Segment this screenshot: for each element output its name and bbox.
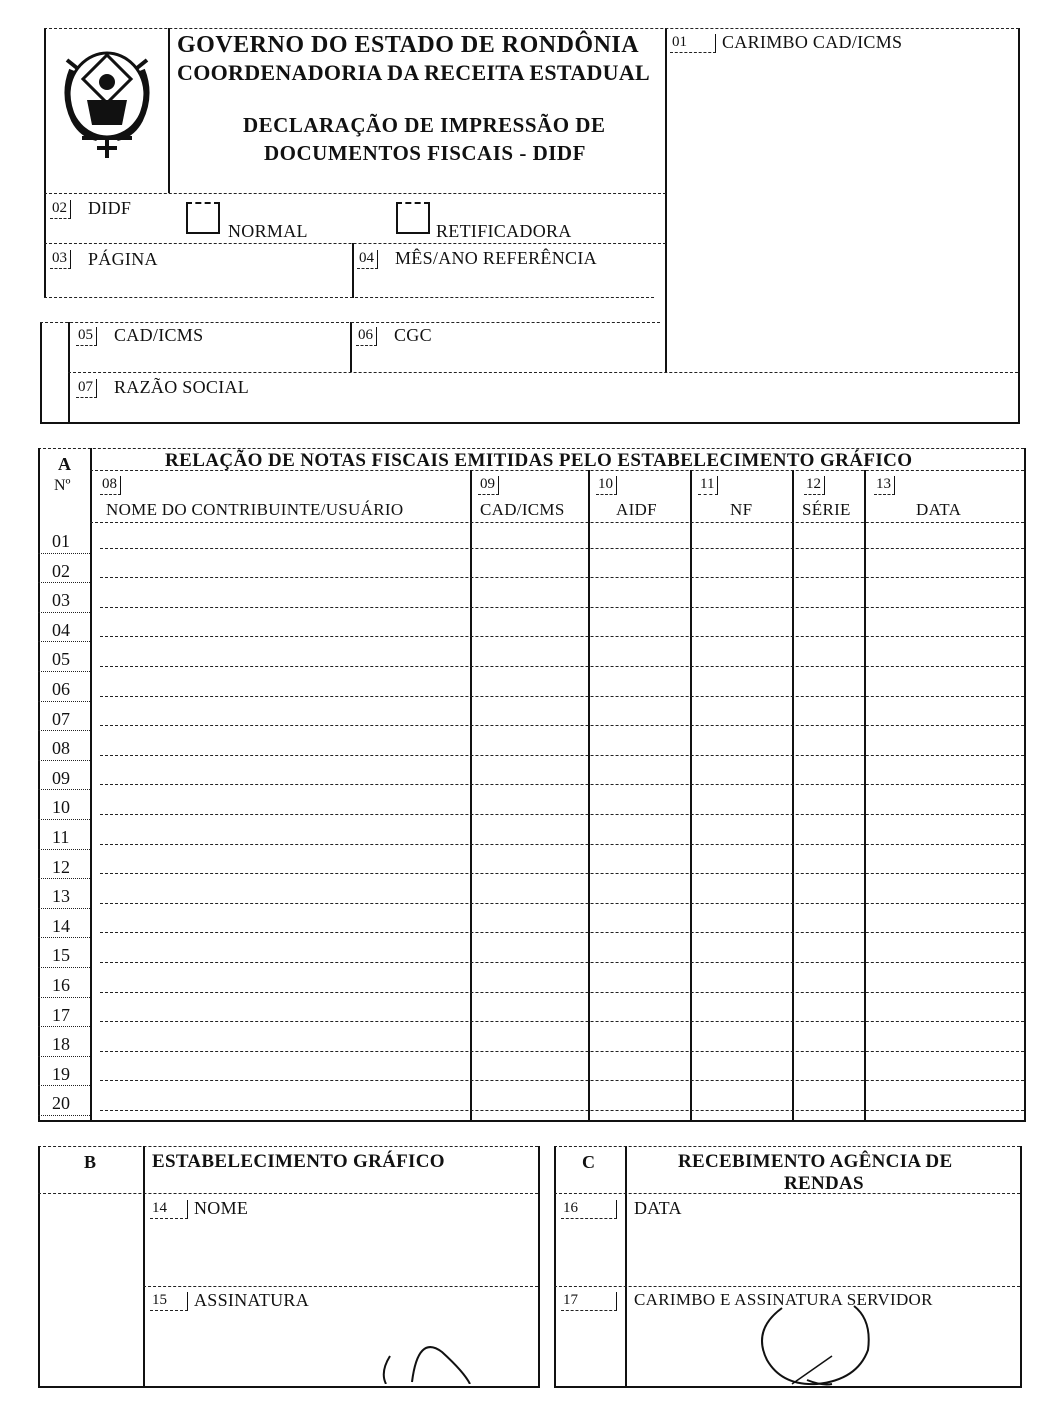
table-row-number: 08 <box>52 738 70 759</box>
handwritten-signature-icon <box>150 1314 534 1384</box>
table-row-number: 17 <box>52 1004 70 1025</box>
table-row[interactable] <box>92 556 1022 584</box>
table-row-number: 18 <box>52 1034 70 1055</box>
table-row-number: 13 <box>52 886 70 907</box>
field-15-number: 15 <box>150 1292 188 1311</box>
retificadora-checkbox[interactable] <box>396 202 430 234</box>
table-row-number: 06 <box>52 679 70 699</box>
table-row[interactable] <box>92 970 1022 998</box>
stamp-area[interactable] <box>670 60 1015 365</box>
table-row-number: 15 <box>52 945 70 966</box>
field-05-number: 05 <box>76 327 97 346</box>
col-11-label: NF <box>730 500 753 519</box>
field-02-label: DIDF <box>88 198 132 218</box>
form-title-line2: DOCUMENTOS FISCAIS - DIDF <box>264 141 586 165</box>
table-row[interactable] <box>92 822 1022 850</box>
col-12-label: SÉRIE <box>802 500 851 519</box>
state-coat-of-arms-icon <box>52 40 162 165</box>
table-row[interactable] <box>92 733 1022 761</box>
table-row[interactable] <box>92 852 1022 880</box>
table-row[interactable] <box>92 526 1022 554</box>
table-row-number: 20 <box>52 1093 70 1114</box>
table-row[interactable] <box>92 1059 1022 1087</box>
col-13-number: 13 <box>874 476 895 495</box>
normal-label: NORMAL <box>228 221 308 241</box>
field-03-label: PÁGINA <box>88 249 158 269</box>
table-row-number: 11 <box>52 827 70 847</box>
field-03-number: 03 <box>50 250 71 269</box>
stamp-signature-area[interactable] <box>632 1300 1016 1386</box>
row-number-header: Nº <box>54 477 71 494</box>
table-row[interactable] <box>92 763 1022 791</box>
field-17-label: CARIMBO E ASSINATURA SERVIDOR <box>634 1290 933 1309</box>
field-14-label: NOME <box>194 1198 249 1218</box>
table-row-number: 05 <box>52 649 70 670</box>
col-09-label: CAD/ICMS <box>480 500 565 519</box>
field-15-label: ASSINATURA <box>194 1290 310 1310</box>
cad-icms-input[interactable] <box>76 348 346 370</box>
table-row-number: 04 <box>52 619 70 640</box>
field-07-label: RAZÃO SOCIAL <box>114 377 250 397</box>
col-10-label: AIDF <box>616 500 657 519</box>
col-11-number: 11 <box>698 476 718 495</box>
table-row[interactable] <box>92 1000 1022 1028</box>
field-16-label: DATA <box>634 1198 682 1218</box>
table-row[interactable] <box>92 704 1022 732</box>
field-06-label: CGC <box>394 325 432 345</box>
table-row[interactable] <box>92 1088 1022 1116</box>
normal-checkbox[interactable] <box>186 202 220 234</box>
field-02-number: 02 <box>50 200 71 219</box>
table-row-number: 14 <box>52 915 70 936</box>
section-c-title-line2: RENDAS <box>784 1173 864 1194</box>
table-row[interactable] <box>92 940 1022 968</box>
field-04-label: MÊS/ANO REFERÊNCIA <box>395 248 597 268</box>
field-16-number: 16 <box>561 1200 617 1219</box>
col-08-label: NOME DO CONTRIBUINTE/USUÁRIO <box>106 500 404 519</box>
table-row[interactable] <box>92 585 1022 613</box>
table-row[interactable] <box>92 911 1022 939</box>
printer-signature-area[interactable] <box>150 1314 534 1384</box>
field-04-number: 04 <box>357 250 378 269</box>
printer-name-input[interactable] <box>150 1222 534 1282</box>
section-a-title: RELAÇÃO DE NOTAS FISCAIS EMITIDAS PELO ESTABELECIMENTO GRÁFICO <box>165 450 913 471</box>
table-row[interactable] <box>92 1029 1022 1057</box>
form-title-line1: DECLARAÇÃO DE IMPRESSÃO DE <box>243 113 606 137</box>
company-name-input[interactable] <box>76 400 1006 420</box>
table-row[interactable] <box>92 674 1022 702</box>
col-08-number: 08 <box>100 476 121 495</box>
field-06-number: 06 <box>356 327 377 346</box>
table-row[interactable] <box>92 792 1022 820</box>
page-input[interactable] <box>50 272 348 294</box>
table-row-number: 19 <box>52 1063 70 1084</box>
reference-month-input[interactable] <box>357 272 652 294</box>
table-row[interactable] <box>92 644 1022 672</box>
col-13-label: DATA <box>916 500 962 519</box>
field-07-number: 07 <box>76 379 97 398</box>
table-row-number: 03 <box>52 590 70 611</box>
field-01-label: CARIMBO CAD/ICMS <box>722 32 903 52</box>
table-row-number: 02 <box>52 560 70 581</box>
table-row-number: 01 <box>52 531 70 551</box>
col-09-number: 09 <box>478 476 499 495</box>
table-row-number: 09 <box>52 767 70 788</box>
table-row-number: 10 <box>52 797 70 818</box>
field-14-number: 14 <box>150 1200 188 1219</box>
receipt-date-input[interactable] <box>632 1222 1016 1282</box>
table-row-number: 16 <box>52 975 70 995</box>
government-name: GOVERNO DO ESTADO DE RONDÔNIA <box>177 32 640 58</box>
section-b-letter: B <box>84 1152 97 1172</box>
table-row[interactable] <box>92 881 1022 909</box>
col-12-number: 12 <box>804 476 825 495</box>
field-01-number: 01 <box>670 34 716 53</box>
section-a-letter: A <box>58 454 71 474</box>
table-row-number: 12 <box>52 856 70 877</box>
section-b-title: ESTABELECIMENTO GRÁFICO <box>152 1151 445 1172</box>
field-17-number: 17 <box>561 1292 617 1311</box>
section-c-title-line1: RECEBIMENTO AGÊNCIA DE <box>678 1151 953 1172</box>
col-10-number: 10 <box>596 476 617 495</box>
handwritten-signature-icon <box>632 1300 1016 1386</box>
retificadora-label: RETIFICADORA <box>436 221 572 241</box>
agency-name: COORDENADORIA DA RECEITA ESTADUAL <box>177 60 650 85</box>
cgc-input[interactable] <box>356 348 656 370</box>
section-c-letter: C <box>582 1152 595 1172</box>
table-row[interactable] <box>92 615 1022 643</box>
field-05-label: CAD/ICMS <box>114 325 204 345</box>
table-row-number: 07 <box>52 708 70 729</box>
